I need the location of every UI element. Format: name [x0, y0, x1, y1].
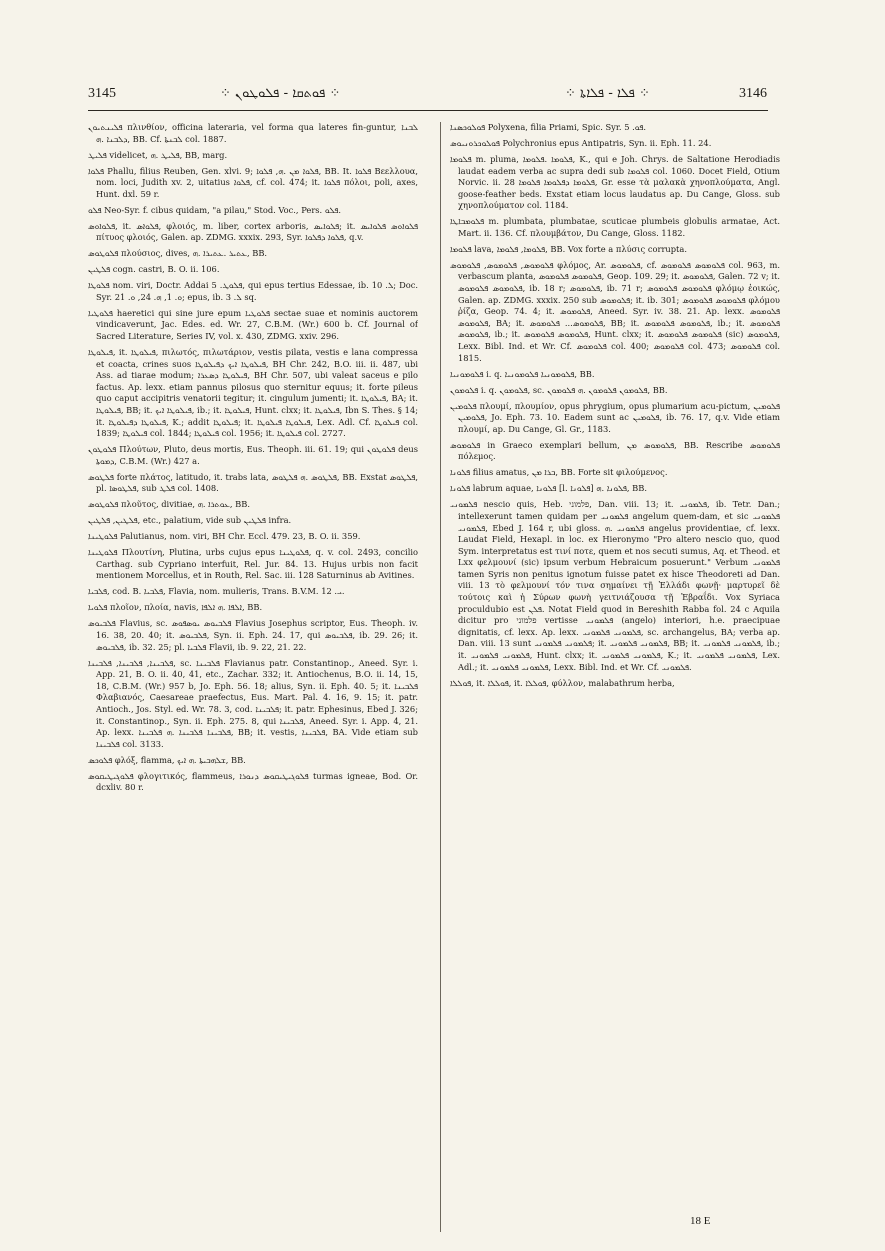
dictionary-entry: ܦܠܘܡܝܢ πλουμί, πλουμίον, opus phrygium, opus plumarium acu-pictum, ܦܠܘܡܝܢ ܦܠܘܡܝܢ, Jo. Eph. 73. 10. Eadem sunt ac ܦܠܘܡܝܢ, ib. 76. 17, q.v. Vide etiam πλουμί, ap. Du Cange, Gl. Gr., 1183. — [450, 400, 780, 434]
dictionary-entry: ܦܝܠܘܛܐ, it. ܦܝܠܘܛܐ, πιλωτός, πιλωτάριον, vestis pilata, vestis e lana compressa et coacta, crines suos ܦܝܠܘܛܐ ܐܝܟ ܕܦܝܠܘܛܐ, BH Chr. 242, B.O. iii. ii. 487, ubi Ass. ad tiarae modum; ܦܝܠܘܛܐ ܕܣܥܪܐ, BH Chr. 507, ubi valeat saceus e pilo factus. Ap. lexx. etiam pannus pilosus quo sternitur equus; it. forte pileus quo caput accipitris venatorii tegitur; it. cingulum jumenti; it. ܦܝܠܘܛܐ, BA; it. ܦܝܠܘܛܐ, BB; it. ܦܝܠܘܛܐ ܐܝܟ, ib.; it. ܦܝܠܘܛܐ, Hunt. clxx; it. ܦܝܠܘܛܐ, Ibn S. Thes. § 14; it. ܦܝܠܘܛܐ ܕܦܝܠܘܛܐ, K.; addit ܦܝܠܘܛܐ; it. ܦܝܠܘܛܐ ܦܝܠܘܛܐ, Lex. Adl. Cf. ܦܝܠܘܛܐ col. 1839; ܦܝܠܘܛܐ col. 1844; ܦܝܠܘܛܐ col. 1956; it. ܦܝܠܘܛܐ col. 2727. — [88, 347, 418, 439]
dictionary-entry: ܦܠܝܢܬܝܘܢ πλινθίον, officina lateraria, vel forma qua lateres fin-guntur, ܠܒܢܐ ܕܠܒܢܐ .ܗ, BB. Cf. ܠܒܢܬܐ col. 1887. — [88, 122, 418, 144]
dictionary-entry: ܦܠܝܛ videlicet, ܦܠܝܛ .ܗ, BB, marg. — [88, 149, 228, 160]
dictionary-entry: ܦܠܛܝܢ, ܦܠܛܝܢ, etc., palatium, vide sub ܦܠܛܝܢ infra. — [88, 515, 292, 526]
dictionary-entry: ܦܘܠܘܟܪܘܢܝܘܣ Polychronius epus Antipatris, Syn. ii. Eph. 11. 24. — [450, 137, 712, 148]
dictionary-entry: ܦܠܘܝܐ πλοῖον, πλοία, navis, ܐܠܦܐ .ܗ ܐܠܦܐ, BB. — [88, 602, 263, 613]
dictionary-entry: ܦܠܘܐ Phallu, filius Reuben, Gen. xlvi. 9; ܦܠܘܐ ܡܢ .ܗ, ܦܠܘܐ, BB. It. ܦܠܘܐ Βεελλουα, nom. loci, Judith xv. 2, uitatius ܦܠܘܐ, cf. col. 474; it. ܦܠܘܐ πόλοι, poli, axes, Hunt. dxl. 59 r. — [88, 165, 418, 199]
dictionary-entry: ܦܘܠܘܟܣܢܐ Polyxena, filia Priami, Spic. Syr. ܦܘ. 5. — [450, 122, 646, 132]
header-rule — [88, 110, 768, 111]
dictionary-entry: ܦܠܘܓܝܛܝܩܘܣ φλογιτικός, flammeus, ܦܠܘܓܝܛܝܩܘܣ ܕܢܘܪܐ turmas igneae, Bod. Or. dcxliv. 80 r. — [88, 770, 418, 793]
page-header — [0, 86, 885, 110]
left-page-number: 3145 — [88, 86, 116, 101]
dictionary-entry: ܦܠܡܘܢܝ nescio quis, Heb. פלמוני, Dan. viii. 13; it. ܦܠܡܘܢܝ, ib. Tetr. Dan.; intellexerunt tamen quidam per ܦܠܡܘܢܝ angelum quem-dam, et sic ܦܠܡܘܢܝ ܦܠܡܘܢܝ, Ebed J. 164 r, ubi gloss. ܦܠܡܘܢܝ .ܗ angelus providentiae, cf. lexx. Laudat Field, Hexapl. in loc. ex Hieronymo "Pro altero nescio quo, quod Sym. interpretatus est τινί ποτε, quem et nos secuti sumus, Aq. et Theod. et Lxx φελμουνί (sic) ipsum verbum Hebraicum posuerunt." Verbum ܦܠܡܘܢܝ tamen Syris non penitus ignotum fuisse patet ex hisce Theodoreti ad Dan. viii. 13 τὸ φελμουνί τόν τινα σημαίνει τῇ Ἑλλάδι φωνῇ· μαρτυρεῖ δὲ τούτοις καὶ ἡ Σύρων φωνὴ γειτνιάζουσα τῇ Ἑβραΐδι. Vox Syriaca proculdubio est ܦܠܢ. Notat Field quod in Bereshith Rabba fol. 24 c Aquila dicitur pro פלמוני vertisse ܦܠܡܘܢܝ (angelo) interiori, h.e. praecipuae dignitatis, cf. lexx. Ap. lexx. ܦܠܡܘܢܝ ܦܠܡܘܢܝ, sc. archangelus, BA; verba ap. Dan. viii. 13 sunt ܦܠܡܘܢܝ ܦܠܡܘܢܝ; it. ܦܠܡܘܢܝ ܦܠܡܘܢܝ, BB; it. ܦܠܡܘܢܝ ܦܠܡܘܢܝ, ib.; it. ܦܠܡܘܢܝ ܦܠܡܘܢܝ, Hunt. clxx; it. ܦܠܡܘܢܝ ܦܠܡܘܢܝ, K.; it. ܦܠܡܘܢܝ ܦܠܡܘܢܝ, Lex. Adl.; it. ܦܠܡܘܢܝ ܦܠܡܘܢܝ, Lexx. Bibl. Ind. et Wr. Cf. ܦܠܡܘܢܝ. — [450, 499, 780, 672]
dictionary-entry: ܦܠܛܘܣ forte πλάτος, latitudo, it. trabs lata, ܦܠܛܘܣ .ܗ ܦܠܛܘܣ, BB. Exstat ܦܠܛܘܣ, pl. ܦܠܛܘܣܐ, sub ܦܠܛ col. 1408. — [88, 471, 418, 494]
dictionary-entry: ܦܠܘܛܝܢܐ Πλουτίνη, Plutina, urbs cujus epus ܦܠܘܛܝܢܐ, q. v. col. 2493, concilio Carthag. sub Cypriano interfuit, Rel. Jur. 84. 13. Hujus urbis non facit mentionem Morcellus, et in Routh, Rel. Sac. iii. 128 Saturninus ab Avitines. — [88, 547, 418, 581]
column-divider — [440, 122, 441, 1232]
dictionary-entry: ܦܠܘܛܘܣ πλοῦτος, divitiae, ܥܘܬܪܐ .ܗ, BB. — [88, 499, 250, 510]
dictionary-entry: ܦܠܘܡܒܐܛܐ m. plumbata, plumbatae, scuticae plumbeis globulis armatae, Act. Mart. ii. 136. Cf. πλουμβάτον, Du Cange, Gloss. 1182. — [450, 216, 780, 238]
dictionary-entry: ܦܠܒܝܢܐ, ܦܠܒܝܢܐ, ܦܠܒܝܢܐ, sc. ܦܠܒܝܢܐ Flavianus patr. Constantinop., Aneed. Syr. i. App. 21, B. O. ii. 40, 41, etc., Zachar. 332; it. Antiochenus, B.O. ii. 14, 15, 18, C.B.M. (Wr.) 957 b, Jo. Eph. 56. 18; alius, Syn. ii. Eph. 40. 5; it. ܦܠܒܝܢܐ Φλαβιανός, Caesareae praefectus, Eus. Mart. Pal. 4. 16, 9. 15; it. patr. Antioch., Jos. Styl. ed. Wr. 78. 3, cod. ܦܠܒܝܢܐ; it. patr. Ephesinus, Ebed J. 326; it. Constantinop., Syn. ii. Eph. 275. 8, qui ܦܠܒܝܢܐ, Aneed. Syr. i. App. 4, 21. Ap. lexx. ܦܠܒܝܢܐ ܦܠܒܝܢܐ .ܗ ܦܠܒܝܢܐ, BB; it. vestis, ܦܠܒܝܢܐ, BA. Vide etiam sub ܦܠܒܝܢܐ col. 3133. — [88, 657, 418, 749]
dictionary-entry: ܦܠܘܛܐ nom. viri, Doctr. Addai ܦܠܘܛ. 5, qui epus tertius Edessae, ib. ܠ. 10; Doc. Syr. ܘ. 1, ܗ. 24, ܘ. 21; epus, ib. ܠ. 3 sq. — [88, 280, 418, 302]
dictionary-entry: ܦܠܒܝܐ, cod. B. ܦܠܒܝܐ, Flavia, nom. mulieris, Trans. B.V.M. ܝ. 12. — [88, 586, 345, 597]
dictionary-entry: ܦܠܘܡܘܣ in Graeco exemplari bellum, ܦܠܘܡܘܣ ܡܢ, BB. Rescribe ܦܠܘܡܘܣ πόλεμος. — [450, 439, 780, 462]
dictionary-entry: ܦܠܘܛܝܐ haeretici qui sine jure epum ܦܠܘܛܝܐ sectae suae et nominis auctorem vindicaverunt, Jac. Edes. ed. Wr. 27, C.B.M. (Wr.) 600 b. Cf. Journal of Sacred Literature, Series IV, vol. x. 430, ZDMG. xxiv. 296. — [88, 307, 418, 342]
dictionary-entry: ܦܠܘܡܐ lava, ܦܠܘܡܐ, ܦܠܘܡܐ, BB. Vox forte a πλύσις corrupta. — [450, 243, 687, 254]
dictionary-entry: ܦܠܘܡܐ m. pluma, ܦܠܘܡܐ .ܦܠܘܡܐ, K., qui e Joh. Chrys. de Saltatione Herodiadis laudat eadem verba ac supra dedi sub ܦܠܘܡܐ col. 1060. Docet Field, Otium Norvic. ii. 28 ܦܠܘܡܐ ܕܦܠܘܡܐ ܦܠܘܡܐ, Gr. esse τὰ μαλακὰ χηνοπλούματα, Angl. goose-feather beds. Exstat etiam locus laudatus ap. Du Cange, Gloss. sub χηνοπλούματον col. 1184. — [450, 153, 780, 211]
dictionary-entry: ܦܠܘܛܘܢ Πλούτων, Pluto, deus mortis, Eus. Theoph. iii. 61. 19; qui ܦܠܘܛܘܢ deus ܕܡܘܬܐ, C.B.M. (Wr.) 427 a. — [88, 444, 418, 466]
dictionary-entry: ܦܘܠܠܐ, it. ܦܘܠܠܐ, it. ܦܘܠܠܐ, φύλλον, malabathrum herba, — [450, 677, 675, 688]
left-running-head: ⁘ ܦܘܬܩܐ - ܦܠܘܛܘܢ ⁘ — [220, 86, 341, 101]
right-running-head: ⁘ ܦܠܐ - ܦܠܐܬܐ ⁘ — [565, 86, 650, 101]
dictionary-entry: ܦܠܘ Neo-Syr. f. cibus quidam, "a pilau," Stod. Voc., Pers. ܦܠܘ. — [88, 204, 341, 215]
dictionary-entry: ܦܠܘܡܘܣ, ܦܠܘܡܘܣ, ܦܠܘܡܘܣ φλόμος, Ar. ܦܠܘܡܘܣ, cf. ܦܠܘܡܘܣ ܦܠܘܡܘܣ col. 963, m. verbascum planta, ܦܠܘܡܘܣ ܦܠܘܡܘܣ, Geop. 109. 29; it. ܦܠܘܡܘܣ, Galen. 72 v; it. ܦܠܘܡܘܣ ܦܠܘܡܘܣ, ib. 18 r; ܦܠܘܡܘܣ, ib. 71 r; ܦܠܘܡܘܣ ܦܠܘܡܘܣ φλόμῳ ἐοικώς, Galen. ap. ZDMG. xxxix. 250 sub ܦܠܘܡܘܣ; it. ib. 301; ܦܠܘܡܘܣ ܦܠܘܡܘܣ φλόμου ῥίζα, Geop. 74. 4; it. ܦܠܘܡܘܣ, Aneed. Syr. iv. 38. 21. Ap. lexx. ܦܠܘܡܘܣ ܦܠܘܡܘܣ, BA; it. ܦܠܘܡܘܣ... ܦܠܘܡܘܣ, BB; it. ܦܠܘܡܘܣ ܦܠܘܡܘܣ, ib.; it. ܦܠܘܡܘܣ ܦܠܘܡܘܣ, ib.; it. ܦܠܘܡܘܣ ܦܠܘܡܘܣ, Hunt. clxx; it. ܦܠܘܡܘܣ ܦܠܘܡܘܣ (sic) ܦܠܘܡܘܣ, Lexx. Bibl. Ind. et Wr. Cf. ܦܠܘܡܘܣ col. 400; ܦܠܘܡܘܣ col. 473; ܦܠܘܡܘܣ col. 1815. — [450, 259, 780, 363]
dictionary-entry: ܦܠܘܐܘܣ, it. ܦܠܘܐܣ, φλοιός, m. liber, cortex arboris, ܦܠܘܐܝܣ; it. ܦܠܘܐܘܣ ܦܠܘܐܝܣ πίτυος φλοιός, Galen. ap. ZDMG. xxxix. 293, Syr. ܦܠܘܐ ܕܦܠܘܐ, q.v. — [88, 220, 418, 243]
dictionary-entry: ܦܠܘܡܘܢܝܐ i. q. ܦܠܘܡܘܢܝܐ ܦܠܘܡܘܢܝܐ, BB. — [450, 368, 595, 379]
dictionary-entry: ܦܠܛܝܢ cogn. castri, B. O. ii. 106. — [88, 264, 220, 275]
dictionary-entry: ܦܠܘܟܣ φλόξ, flamma, ܫܠܗܒܝܬܐ .ܗ ܐܝܟ, BB. — [88, 754, 246, 765]
dictionary-entry: ܦܠܘܢܐ labrum aquae, ܦܠܘܢܐ [l. ܦܠܘܢܐ] ܦܠܘܢܐ .ܗ, BB. — [450, 483, 647, 494]
dictionary-entry: ܦܠܘܡܘܢ i. q. ܦܠܘܡܘܢ, sc. ܦܠܘܡܘܢ ܦܠܘܡܘܢ .ܗ ܦܠܘܡܘܢ, BB. — [450, 384, 668, 395]
dictionary-entry: ܦܠܘܛܝܢܐ Palutianus, nom. viri, BH Chr. Eccl. 479. 23, B. O. ii. 359. — [88, 531, 361, 542]
printer-signature: 18 E — [690, 1215, 711, 1227]
dictionary-entry: ܦܠܘܢܐ filius amatus, ܒܪܐ ܡܢ, BB. Forte sit φιλούμενος. — [450, 467, 668, 478]
right-page-number: 3146 — [739, 86, 767, 101]
left-column — [88, 122, 418, 1232]
right-column — [450, 122, 780, 1232]
dictionary-entry: ܦܠܒܝܘܣ Flavius, sc. ܦܠܒܝܘܣ ܝܘܣܦܘܣ Flavius Josephus scriptor, Eus. Theoph. iv. 16. 38, 20. 40; it. ܦܠܒܝܘܣ, Syn. ii. Eph. 24. 17, qui ܦܠܒܝܘܣ, ib. 29. 26; it. ܦܠܒܝܘܣ, ib. 32. 25; pl. ܦܠܒܝܐ Flavii, ib. 9. 22, 21. 22. — [88, 618, 418, 652]
dictionary-entry: ܦܠܘܛܘܣ πλούσιος, dives, ܥܬܝܪ .ܥܬܝܪܐ .ܗ, BB. — [88, 248, 268, 259]
